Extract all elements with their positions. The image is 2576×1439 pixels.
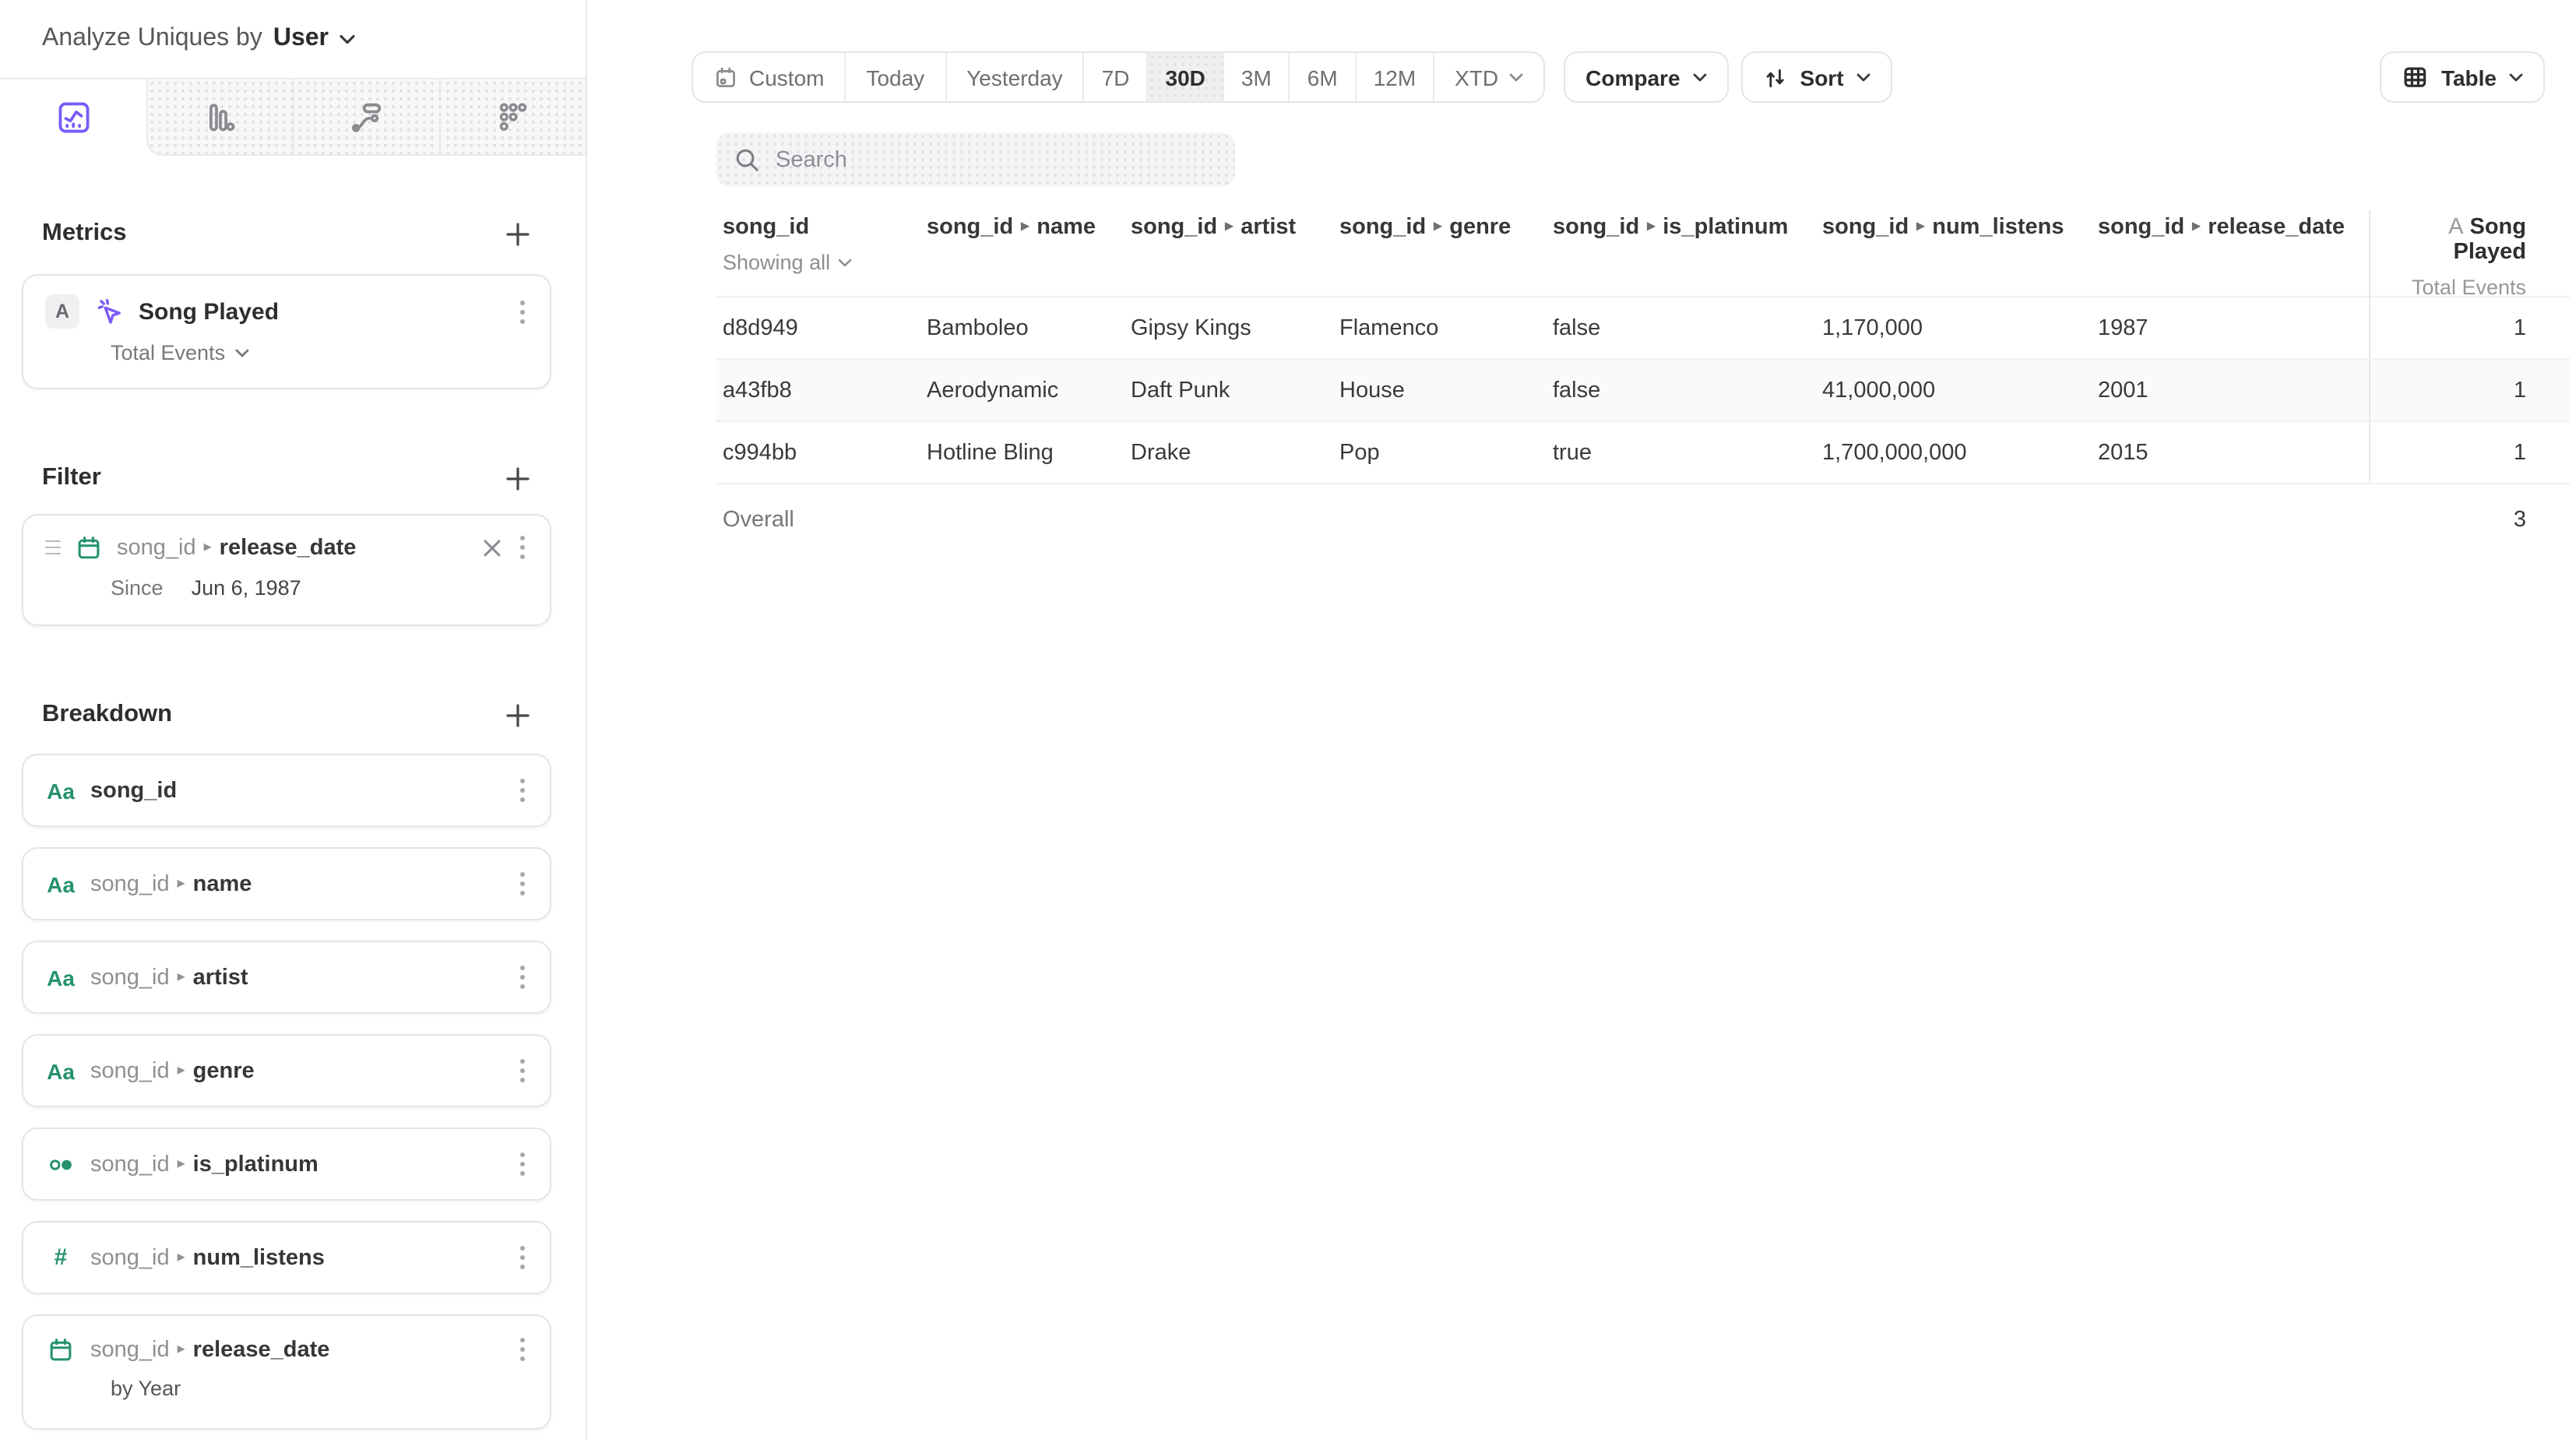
filter-title: Filter [42,464,101,491]
add-metric-button[interactable] [506,222,530,245]
column-header-song-id[interactable] [716,210,920,299]
range-7d[interactable] [1083,53,1147,101]
range-yesterday[interactable] [945,53,1083,101]
filter-attribute: release_date [219,535,357,560]
metric-aggregation-label: Total Events [111,341,226,364]
header-attribute: release_date [2208,215,2345,240]
breakdown-kebab-menu[interactable] [517,869,528,899]
range-label: 30D [1165,65,1205,90]
breakdown-parent: song_id [90,871,170,896]
breadcrumb-arrow-icon [178,1250,185,1265]
breadcrumb-arrow-icon [1647,220,1655,235]
breakdown-card-is-platinum[interactable] [22,1128,551,1201]
breadcrumb-arrow-icon [178,876,185,892]
breakdown-attribute: release_date [192,1337,330,1362]
breakdown-attribute: is_platinum [192,1152,318,1177]
column-header-release-date[interactable] [2092,210,2369,299]
cell-metric-value: 1 [2369,360,2570,420]
metrics-section-header [42,216,530,251]
filter-operator-dropdown[interactable]: Since [111,576,164,600]
table-row[interactable] [716,296,2570,358]
breakdown-card-num-listens[interactable] [22,1221,551,1294]
analysis-prefix-label: Analyze Uniques by [42,25,262,51]
sort-arrows-icon [1763,65,1788,90]
results-table [716,210,2570,556]
add-filter-button[interactable] [506,466,530,490]
breakdown-kebab-menu[interactable] [517,1149,528,1179]
metric-letter: A [2448,215,2464,240]
cell-song-id: c994bb [723,440,797,465]
breakdown-kebab-menu[interactable] [517,1243,528,1272]
column-header-is-platinum[interactable] [1547,210,1816,299]
breakdown-card-name[interactable] [22,847,551,920]
cell-genre: Flamenco [1339,315,1439,340]
breakdown-kebab-menu[interactable] [517,1335,528,1364]
flows-icon [349,99,385,135]
breakdown-parent: song_id [90,965,170,990]
cell-name: Aerodynamic [927,378,1059,403]
breakdown-attribute: name [192,871,252,896]
range-label: 7D [1101,65,1130,90]
header-property: song_id [2098,215,2185,240]
breadcrumb-arrow-icon [178,969,185,985]
cell-genre: Pop [1339,440,1380,465]
cell-num-listens: 1,170,000 [1822,315,1923,340]
view-type-label: Table [2441,65,2497,90]
range-label: 12M [1373,65,1416,90]
filter-value-field[interactable]: Jun 6, 1987 [191,576,301,600]
string-property-icon: Aa [47,965,75,990]
range-label: 3M [1240,65,1272,90]
breadcrumb-arrow-icon [1916,220,1924,235]
string-property-icon: Aa [47,871,75,896]
breakdown-bucket-dropdown[interactable]: by Year [111,1377,181,1400]
range-12m[interactable] [1355,53,1433,101]
compare-button[interactable] [1564,51,1728,103]
range-label: Today [866,65,925,90]
breakdown-parent: song_id [90,1152,170,1177]
breadcrumb-arrow-icon [178,1063,185,1078]
cell-genre: House [1339,378,1405,403]
breakdown-kebab-menu[interactable] [517,1056,528,1085]
header-property: song_id [1553,215,1640,240]
breadcrumb-arrow-icon [1021,220,1029,235]
table-header-row [716,210,2570,299]
header-attribute: genre [1449,215,1511,240]
header-property: song_id [1131,215,1218,240]
tab-retention[interactable] [439,79,586,154]
date-range-control [692,51,1545,103]
cell-artist: Daft Punk [1131,378,1230,403]
cell-num-listens: 41,000,000 [1822,378,1936,403]
number-property-icon: # [54,1244,68,1271]
header-property: song_id [1339,215,1427,240]
add-breakdown-button[interactable] [506,703,530,727]
breakdown-card-genre[interactable] [22,1034,551,1107]
filter-section-header [42,461,530,495]
breakdown-card-song-id[interactable] [22,754,551,827]
metrics-title: Metrics [42,220,127,246]
showing-all-dropdown[interactable] [723,251,914,274]
breakdown-kebab-menu[interactable] [517,776,528,805]
breadcrumb-arrow-icon [178,1342,185,1357]
table-overall-row [716,483,2570,556]
cell-num-listens: 1,700,000,000 [1822,440,1967,465]
range-label: Custom [749,65,825,90]
cell-name: Hotline Bling [927,440,1054,465]
cell-release-date: 2015 [2098,440,2148,465]
header-attribute: num_listens [1932,215,2064,240]
range-3m[interactable] [1223,53,1289,101]
breakdown-kebab-menu[interactable] [517,962,528,992]
range-xtd-dropdown[interactable] [1433,53,1543,101]
sort-button[interactable] [1741,51,1892,103]
table-row[interactable] [716,358,2570,420]
column-header-genre[interactable] [1333,210,1547,299]
cell-name: Bamboleo [927,315,1029,340]
search-icon [734,146,760,173]
header-attribute: name [1036,215,1096,240]
table-search [716,132,1235,187]
breadcrumb-arrow-icon [2192,220,2200,235]
breakdown-card-artist[interactable] [22,941,551,1014]
overall-label: Overall [723,508,794,533]
column-header-name[interactable] [920,210,1124,299]
column-header-artist[interactable] [1124,210,1333,299]
overall-value: 3 [2513,508,2526,533]
cell-metric-value: 1 [2369,297,2570,358]
cell-release-date: 1987 [2098,315,2148,340]
breakdown-attribute: genre [192,1058,255,1083]
showing-all-label: Showing all [723,251,831,274]
header-attribute: is_platinum [1663,215,1789,240]
breadcrumb-arrow-icon [178,1156,185,1172]
breakdown-card-release-date[interactable] [22,1314,551,1430]
metric-event-name: Song Played [139,298,280,325]
table-grid-icon [2402,64,2429,90]
calendar-icon [713,65,738,90]
metric-aggregation: Total Events [2411,276,2526,299]
cell-release-date: 2001 [2098,378,2148,403]
breakdown-attribute: artist [192,965,248,990]
chevron-down-icon[interactable] [340,33,355,44]
table-row[interactable] [716,420,2570,483]
retention-icon [495,99,531,135]
remove-filter-icon[interactable] [480,535,505,560]
cell-is-platinum: false [1553,315,1601,340]
event-cursor-icon [93,296,125,327]
tab-flows[interactable] [293,79,439,154]
report-main-area [589,0,2576,1439]
breakdown-parent: song_id [90,1245,170,1270]
range-30d-selected[interactable] [1147,53,1223,101]
breakdown-attribute: num_listens [192,1245,325,1270]
header-attribute: artist [1240,215,1297,240]
boolean-property-icon [45,1150,76,1178]
metric-name: Song Played [2453,215,2526,265]
cell-is-platinum: false [1553,378,1601,403]
chart-type-tabs [0,78,586,156]
calendar-icon [45,1335,76,1363]
breakdown-parent: song_id [90,1058,170,1083]
cell-is-platinum: true [1553,440,1592,465]
report-toolbar [692,51,2545,103]
breakdown-section-header [42,698,530,732]
tab-line-chart[interactable] [0,79,146,156]
view-type-button[interactable] [2381,51,2545,103]
entity-dropdown[interactable]: User [273,25,329,51]
string-property-icon: Aa [47,1058,75,1083]
range-label: 6M [1307,65,1338,90]
breakdown-property: song_id [90,778,178,803]
tab-bar-chart[interactable] [148,79,293,154]
calendar-icon [73,533,104,561]
range-label: Yesterday [966,65,1063,90]
cell-artist: Gipsy Kings [1131,315,1251,340]
string-property-icon: Aa [47,778,75,803]
range-custom[interactable] [693,53,844,101]
metric-aggregation-dropdown[interactable] [111,341,528,364]
range-6m[interactable] [1289,53,1355,101]
analysis-header [0,0,586,78]
bar-chart-icon [202,99,238,135]
inactive-tabs-group [146,79,586,156]
filter-card[interactable] [22,514,551,626]
breakdown-parent: song_id [90,1337,170,1362]
column-header-num-listens[interactable] [1816,210,2092,299]
header-property: song_id [723,215,810,240]
metric-card[interactable] [22,274,551,389]
range-label: XTD [1455,65,1499,90]
column-header-metric[interactable] [2369,210,2570,299]
cell-metric-value: 1 [2369,422,2570,483]
filter-property-crumb [117,535,356,560]
drag-handle-icon[interactable] [45,540,61,555]
filter-parent-property: song_id [117,535,196,560]
metric-letter-badge: A [45,294,79,329]
cell-song-id: a43fb8 [723,378,792,403]
breakdown-title: Breakdown [42,701,173,727]
range-today[interactable] [844,53,945,101]
filter-kebab-menu[interactable] [517,533,528,562]
cell-artist: Drake [1131,440,1191,465]
breadcrumb-arrow-icon [204,540,212,555]
breadcrumb-arrow-icon [1225,220,1233,235]
header-property: song_id [927,215,1014,240]
cell-song-id: d8d949 [723,315,798,340]
sort-label: Sort [1800,65,1844,90]
line-chart-icon [55,100,91,135]
search-input[interactable] [772,146,1218,174]
compare-label: Compare [1585,65,1680,90]
metric-kebab-menu[interactable] [517,297,528,326]
header-property: song_id [1822,215,1909,240]
query-builder-sidebar [0,0,587,1439]
breadcrumb-arrow-icon [1434,220,1441,235]
